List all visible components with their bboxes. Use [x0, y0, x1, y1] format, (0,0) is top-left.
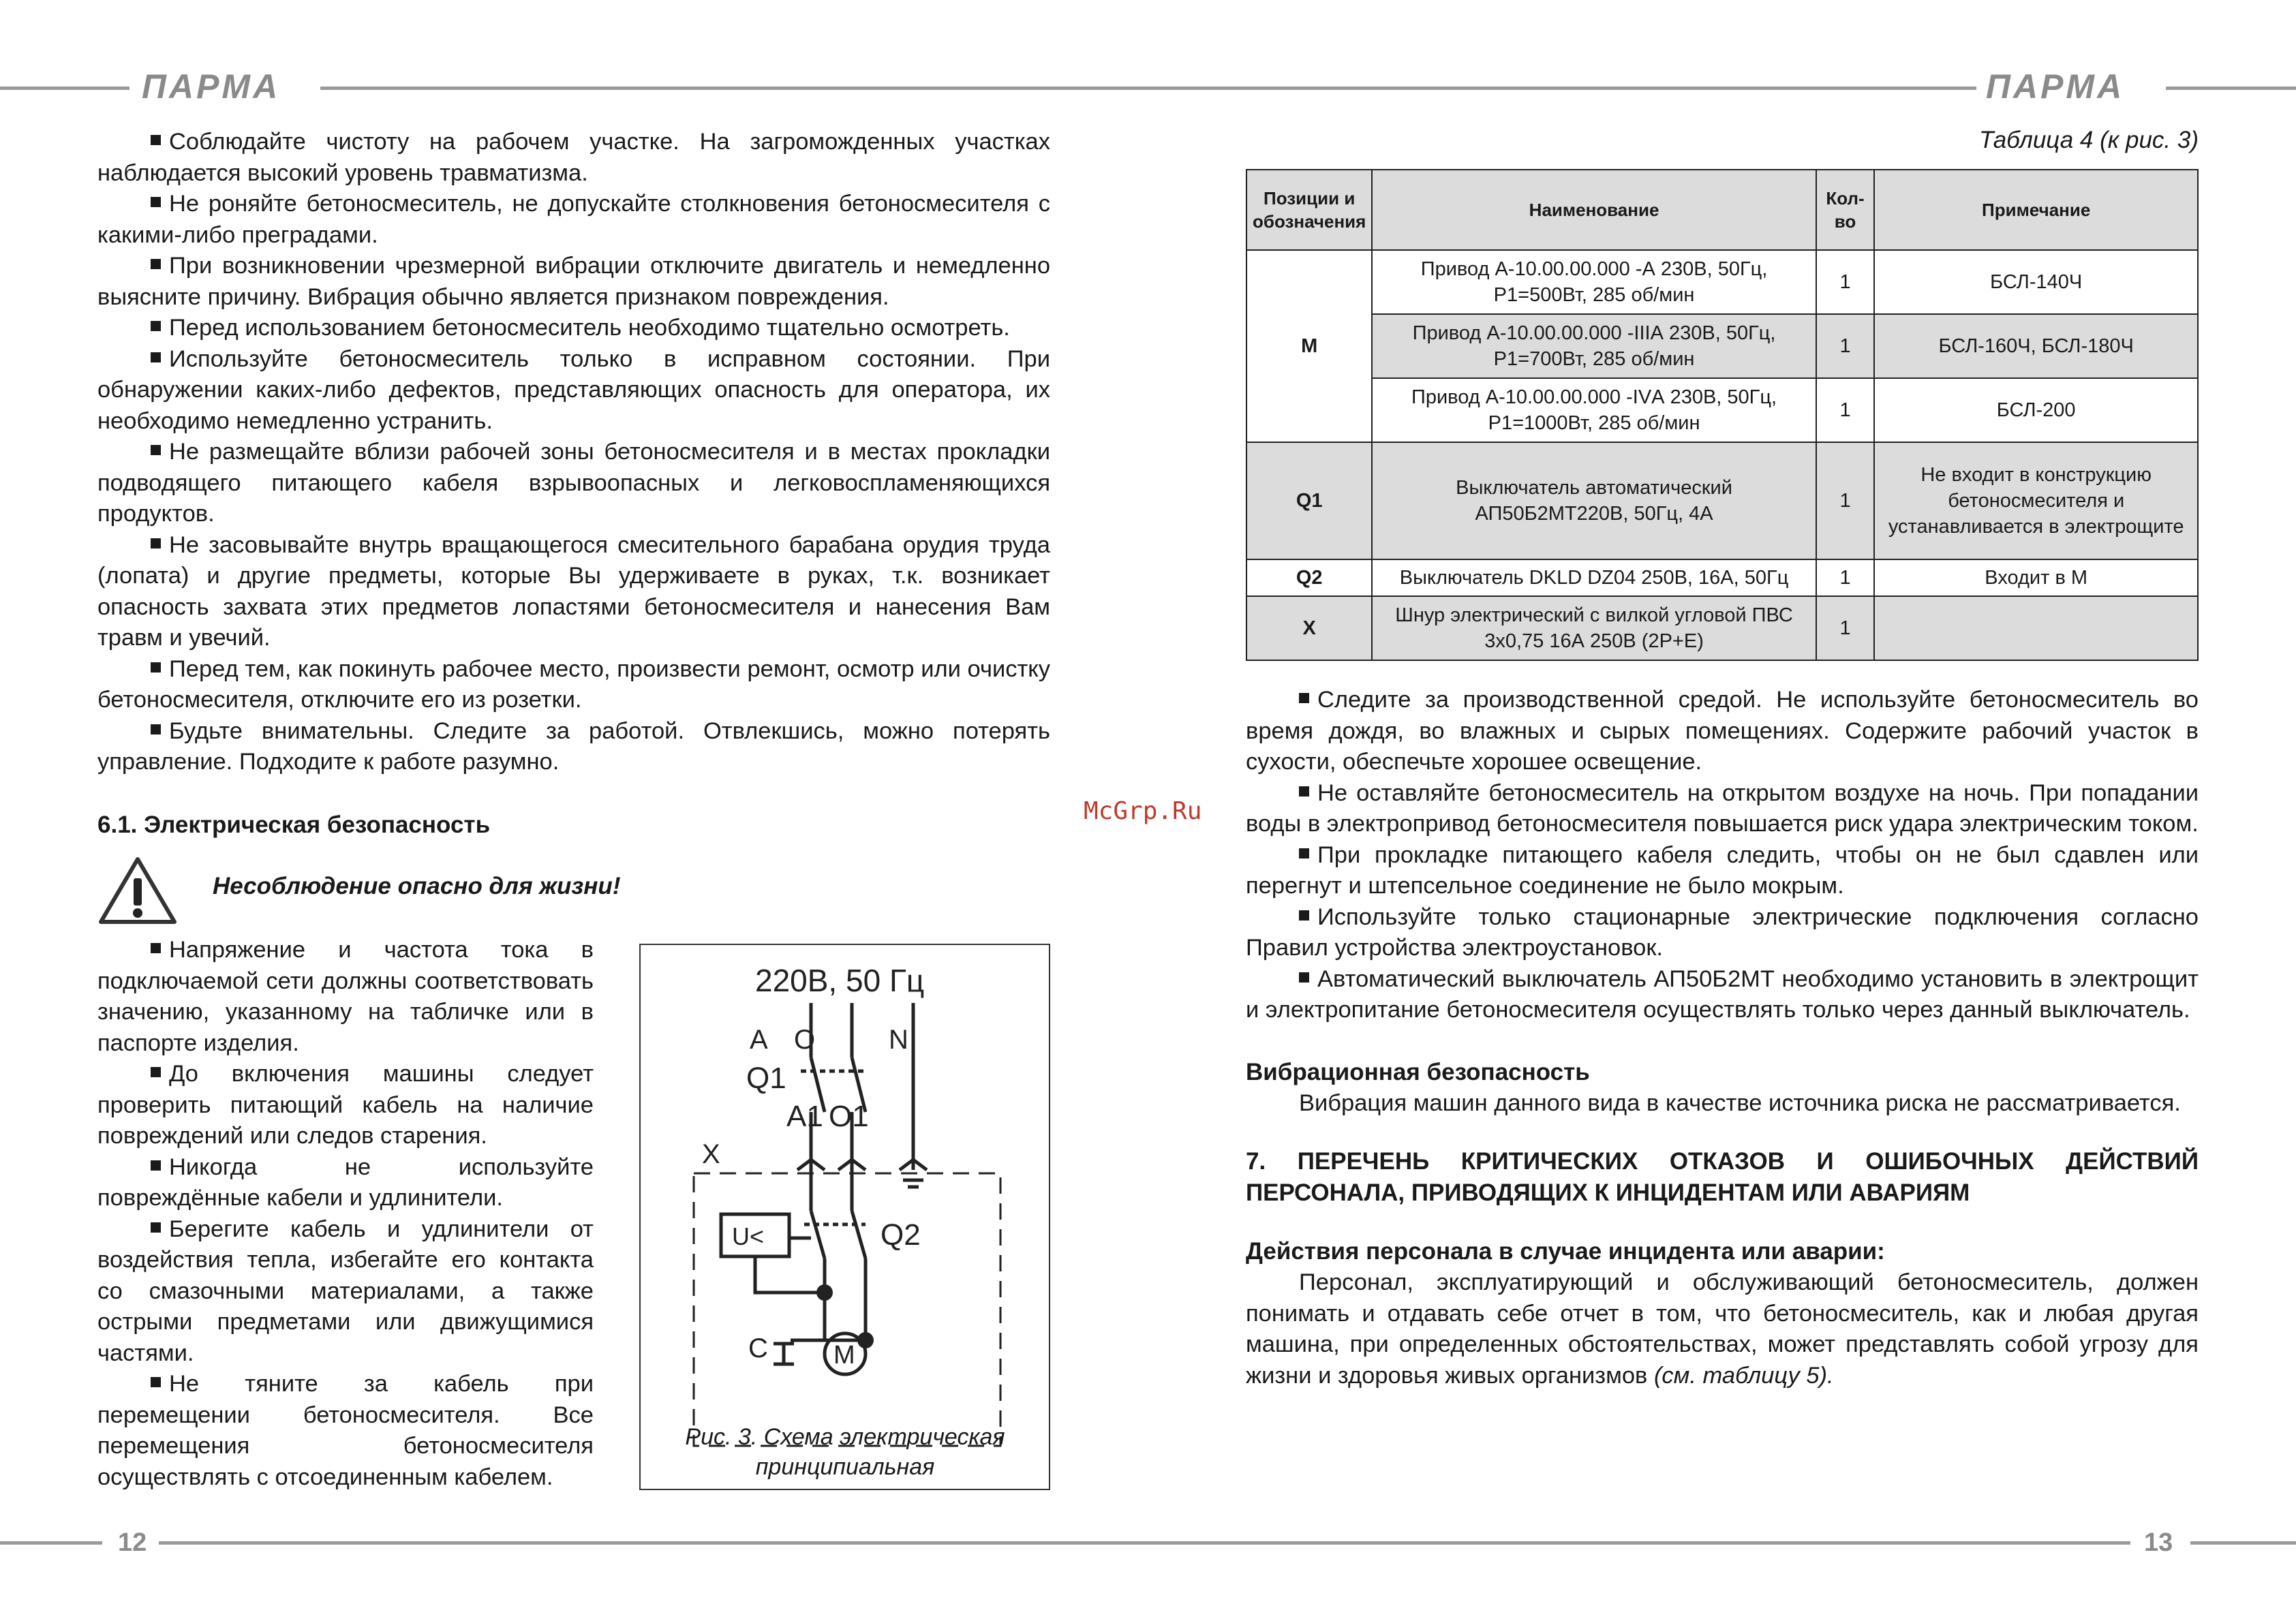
figure-caption: Рис. 3. Схема электрическая принципиальная	[685, 1424, 1005, 1480]
list-item-text: При прокладке питающего кабеля следить, чтобы он не был сдавлен или перегнут и штепсельное соединение не было мокрым.	[1246, 841, 2199, 899]
list-item	[97, 935, 594, 1059]
list-item	[97, 530, 1050, 654]
list-item	[1246, 964, 2199, 1026]
header-rule-right	[2166, 87, 2296, 90]
table-cell-name: Привод А-10.00.00.000 -IVА 230В, 50Гц, Р1=1000Вт, 285 об/мин	[1372, 378, 1816, 442]
list-item	[1246, 840, 2199, 902]
list-item	[97, 437, 1050, 530]
section-title-electrical-safety: 6.1. Электрическая безопасность	[97, 812, 491, 838]
list-item-text: Автоматический выключатель АП50Б2МТ необходимо установить в электрощит и электропитание бетоносмесителя осуществлять только через данный выключатель.	[1246, 965, 2199, 1023]
table-row	[1246, 559, 2198, 596]
list-item	[1246, 902, 2199, 964]
table-cell-qty: 1	[1816, 314, 1875, 378]
actions-text	[1246, 1267, 2199, 1391]
table-cell-qty: 1	[1816, 378, 1875, 442]
list-item	[97, 1152, 594, 1214]
voltage-label: 220В, 50 Гц	[755, 963, 925, 998]
label-x: X	[702, 1139, 720, 1169]
table-caption: Таблица 4 (к рис. 3)	[1979, 127, 2199, 153]
watermark: McGrp.Ru	[1084, 797, 1202, 825]
label-a1: A1	[786, 1100, 823, 1133]
actions-ref: (см. таблицу 5).	[1653, 1362, 1834, 1389]
column-header: Примечание	[1874, 170, 2198, 250]
label-o: O	[794, 1025, 816, 1055]
table-cell-qty: 1	[1816, 250, 1875, 314]
table-4	[1246, 169, 2199, 661]
list-item-text: Не роняйте бетоносмеситель, не допускайте столкновения бетоносмесителя с какими-либо преградами.	[97, 191, 1050, 248]
table-cell-pos: X	[1246, 596, 1372, 660]
column-header: Позиции и обозначения	[1246, 170, 1372, 250]
list-item	[97, 251, 1050, 313]
list-item-text: Не тяните за кабель при перемещении бетоносмесителя. Все перемещения бетоносмесителя осуществлять с отсоединенным кабелем.	[97, 1371, 594, 1490]
left-column-text	[97, 127, 1050, 778]
right-column-text	[1246, 685, 2199, 1391]
list-item	[1246, 778, 2199, 840]
list-item	[97, 716, 1050, 778]
list-item	[97, 1059, 594, 1152]
table-cell-note: БСЛ-140Ч	[1874, 250, 2198, 314]
list-item	[97, 189, 1050, 251]
table-row	[1246, 442, 2198, 559]
table-cell-pos: Q1	[1246, 442, 1372, 559]
table-cell-qty: 1	[1816, 596, 1875, 660]
table-cell-name: Выключатель DKLD DZ04 250В, 16А, 50Гц	[1372, 559, 1816, 596]
label-m: M	[833, 1341, 855, 1370]
page-number-left: 12	[118, 1528, 147, 1557]
vibration-text-body: Вибрация машин данного вида в качестве источника риска не рассматривается.	[1299, 1089, 2181, 1116]
table-row	[1246, 314, 2198, 378]
list-item-text: Берегите кабель и удлинители от воздействия тепла, избегайте его контакта со смазочными материалами, а также острыми предметами или движущимися частями.	[97, 1216, 594, 1366]
label-c: C	[748, 1333, 768, 1363]
table-cell-note: БСЛ-200	[1874, 378, 2198, 442]
list-item-text: Соблюдайте чистоту на рабочем участке. На загроможденных участках наблюдается высокий уровень травматизма.	[97, 129, 1050, 186]
list-item-text: Не засовывайте внутрь вращающегося смесительного барабана орудия труда (лопата) и другие предметы, которые Вы удерживаете в руках, т.к. возникает опасность захвата этих предметов лопастями бетоносмесителя и нанесения Вам травм и увечий.	[97, 531, 1050, 651]
list-item	[97, 1214, 594, 1370]
list-item-text: При возникновении чрезмерной вибрации отключите двигатель и немедленно выясните причину. Вибрация обычно является признаком повреждения.	[97, 253, 1050, 310]
header-rule-left-a	[0, 87, 129, 90]
table-cell-pos: M	[1246, 250, 1372, 442]
label-o1: O1	[829, 1100, 869, 1133]
label-q1: Q1	[746, 1062, 786, 1095]
table-cell-note: Не входит в конструкцию бетоносмесителя и устанавливается в электрощите	[1874, 442, 2198, 559]
list-item	[97, 1369, 594, 1493]
warning-text: Несоблюдение опасно для жизни!	[213, 873, 621, 899]
list-item-text: Напряжение и частота тока в подключаемой сети должны соответствовать значению, указанному на табличке или в паспорте изделия.	[97, 937, 594, 1056]
table-cell-note: БСЛ-160Ч, БСЛ-180Ч	[1874, 314, 2198, 378]
table-cell-note	[1874, 596, 2198, 660]
footer-rule-right	[2190, 1541, 2296, 1545]
column-header: Наименование	[1372, 170, 1816, 250]
table-cell-qty: 1	[1816, 559, 1875, 596]
page-number-right: 13	[2144, 1528, 2173, 1557]
list-item-text: Перед тем, как покинуть рабочее место, произвести ремонт, осмотр или очистку бетоносмесителя, отключите его из розетки.	[97, 655, 1050, 713]
table-row	[1246, 378, 2198, 442]
list-item-text: Используйте только стационарные электрические подключения согласно Правил устройства электроустановок.	[1246, 903, 2199, 961]
section-7-title: 7. ПЕРЕЧЕНЬ КРИТИЧЕСКИХ ОТКАЗОВ И ОШИБОЧНЫХ ДЕЙСТВИЙ ПЕРСОНАЛА, ПРИВОДЯЩИХ К ИНЦИДЕНТАМ ИЛИ АВАРИЯМ	[1246, 1148, 2199, 1206]
list-item-text: Никогда не используйте повреждённые кабели и удлинители.	[97, 1154, 594, 1211]
column-header: Кол-во	[1816, 170, 1875, 250]
list-item-text: До включения машины следует проверить питающий кабель на наличие повреждений или следов старения.	[97, 1061, 594, 1149]
table-cell-name: Выключатель автоматический АП50Б2МТ220В, 50Гц, 4А	[1372, 442, 1816, 559]
table-cell-name: Привод А-10.00.00.000 -А 230В, 50Гц, Р1=500Вт, 285 об/мин	[1372, 250, 1816, 314]
left-narrow-column	[97, 935, 594, 1493]
actions-title: Действия персонала в случае инцидента или аварии:	[1246, 1238, 1885, 1265]
label-q2: Q2	[881, 1218, 921, 1252]
list-item-text: Используйте бетоносмеситель только в исправном состоянии. При обнаружении каких-либо дефектов, представляющих опасность для оператора, их необходимо немедленно устранить.	[97, 345, 1050, 434]
actions-text-body: Персонал, эксплуатирующий и обслуживающий бетоносмеситель, должен понимать и отдавать себе отчет в том, что бетоносмеситель, как и любая другая машина, при определенных обстоятельствах, может представлять собой угрозу для жизни и здоровья живых организмов	[1246, 1269, 2199, 1389]
list-item-text: Перед использованием бетоносмеситель необходимо тщательно осмотреть.	[169, 315, 1010, 341]
brand-logo-right: ПАРМА	[1986, 67, 2125, 106]
vibration-text	[1246, 1088, 2199, 1119]
label-a: A	[750, 1025, 768, 1055]
label-u: U<	[732, 1222, 765, 1250]
figure-electrical-schematic	[639, 944, 1050, 1490]
footer-rule-middle	[159, 1541, 2130, 1545]
list-item-text: Следите за производственной средой. Не используйте бетоносмеситель во время дождя, во влажных и сырых помещениях. Содержите рабочий участок в сухости, обеспечьте хорошее освещение.	[1246, 687, 2199, 775]
list-item-text: Не оставляйте бетоносмеситель на открытом воздухе на ночь. При попадании воды в электропривод бетоносмесителя повышается риск удара электрическим током.	[1246, 779, 2199, 837]
footer-rule-left-a	[0, 1541, 102, 1545]
list-item	[97, 654, 1050, 716]
warning-triangle-icon	[97, 855, 178, 926]
table-cell-pos: Q2	[1246, 559, 1372, 596]
list-item-text: Не размещайте вблизи рабочей зоны бетоносмесителя и в местах прокладки подводящего питающего кабеля взрывоопасных и легковоспламеняющихся продуктов.	[97, 439, 1050, 527]
list-item	[97, 127, 1050, 189]
list-item	[1246, 685, 2199, 778]
vibration-title: Вибрационная безопасность	[1246, 1058, 1590, 1085]
list-item	[97, 344, 1050, 437]
table-cell-qty: 1	[1816, 442, 1875, 559]
table-cell-name: Шнур электрический с вилкой угловой ПВС 3х0,75 16А 250В (2Р+Е)	[1372, 596, 1816, 660]
table-header-row	[1246, 170, 2198, 250]
header-rule-middle	[320, 87, 1976, 90]
table-row	[1246, 596, 2198, 660]
table-cell-note: Входит в М	[1874, 559, 2198, 596]
table-row	[1246, 250, 2198, 314]
brand-logo-left: ПАРМА	[142, 67, 281, 106]
label-n: N	[889, 1025, 908, 1055]
list-item	[97, 313, 1050, 344]
table-cell-name: Привод А-10.00.00.000 -IIIА 230В, 50Гц, Р1=700Вт, 285 об/мин	[1372, 314, 1816, 378]
list-item-text: Будьте внимательны. Следите за работой. Отвлекшись, можно потерять управление. Подходите к работе разумно.	[97, 717, 1050, 775]
